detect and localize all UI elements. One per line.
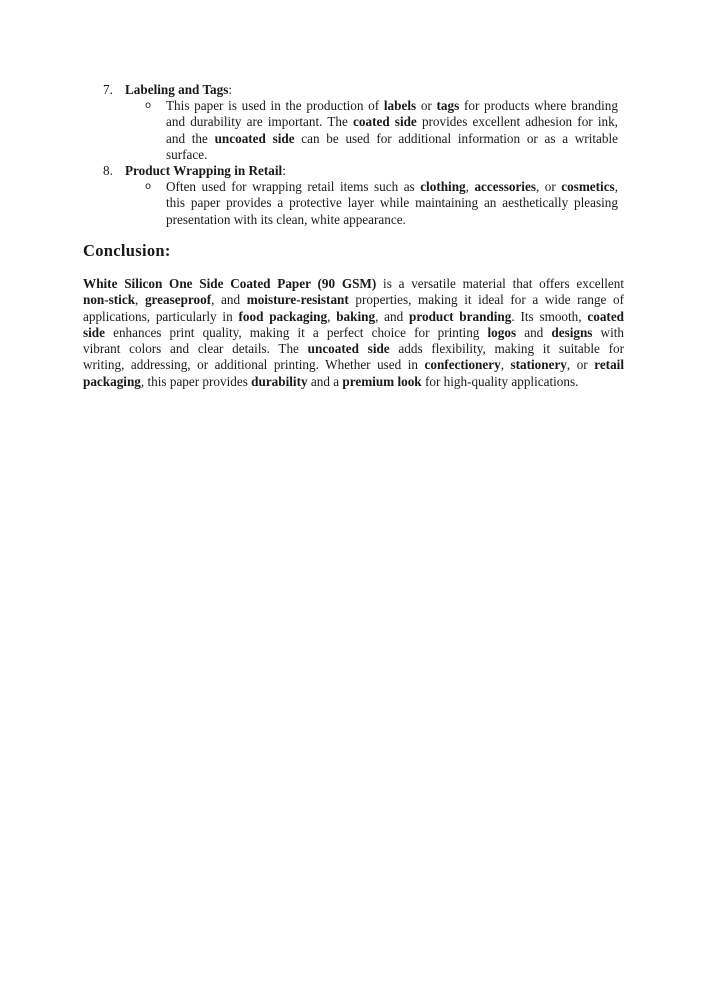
text-line: presentation with its clean, white appearance. [166,211,406,227]
bold-term: accessories [474,179,536,195]
conclusion-paragraph [83,276,624,390]
text-line: surface. [166,146,208,162]
bold-term: food packaging [238,308,328,324]
bold-term: logos [487,324,517,340]
bold-term: uncoated side [214,130,295,146]
bold-term: confectionery [424,357,501,373]
bullet-marker: o [145,181,152,193]
list-item-heading [0,82,706,98]
text-line: this paper provides a protective layer while maintaining an aesthetically pleasing [166,195,618,211]
bold-term: cosmetics [561,179,615,195]
text-line: side enhances print quality, making it a perfect choice for printing logos and designs with [83,324,625,340]
text-line: vibrant colors and clear details. The uncoated side adds flexibility, making it suitable for [83,341,624,357]
list-item-title-suffix: : [282,163,286,179]
list-item-title: Labeling and Tags [125,82,229,97]
bold-term: uncoated side [307,341,390,357]
bold-term: premium look [342,373,422,389]
bold-term: coated side [353,114,417,130]
bold-term: moisture-resistant [246,292,349,308]
bold-term: non-stick [83,292,136,308]
sub-bullet [0,179,706,228]
list-item [0,163,706,228]
bold-term: stationery [510,357,567,373]
bold-term: greaseproof [144,292,212,308]
bold-term: side [83,324,105,340]
bold-term: packaging [83,373,141,389]
bullet-marker: o [145,100,152,111]
sub-bullet-text [166,98,618,163]
bold-term: product branding [409,308,512,324]
text-line: non-stick, greaseproof, and moisture-resistant properties, making it ideal for a wide range of [83,292,624,308]
text-line: applications, particularly in food packaging, baking, and product branding. Its smooth, coated [83,308,625,324]
text-line: White Silicon One Side Coated Paper (90 GSM) is a versatile material that offers excellent [83,276,625,291]
list-item-title: Product Wrapping in Retail [125,163,283,179]
bold-term: clothing [420,179,466,195]
bold-term: labels [383,98,417,113]
text-line: writing, addressing, or additional printing. Whether used in confectionery, stationery, or retail [83,357,624,373]
text-line: and the uncoated side can be used for additional information or as a writable [166,130,618,146]
text-line: This paper is used in the production of labels or tags for products where branding [166,98,618,113]
list-item-number: 8. [103,163,113,179]
section-heading: Conclusion: [83,241,171,260]
list-item [0,82,706,163]
bold-term: retail [594,357,624,373]
text-line: and durability are important. The coated side provides excellent adhesion for ink, [166,114,618,130]
sub-bullet-text [166,179,618,228]
sub-bullet [0,98,706,163]
bold-term: durability [251,373,308,389]
list-item-number: 7. [103,82,113,97]
bold-term: tags [436,98,460,113]
bold-term: coated [587,308,625,324]
numbered-list [0,82,706,228]
list-item-title-suffix: : [228,82,233,97]
bold-term: baking [336,308,376,324]
text-line: Often used for wrapping retail items such as clothing, accessories, or cosmetics, [166,179,618,195]
bold-term: designs [551,324,593,340]
list-item-heading [0,163,706,179]
text-line: packaging, this paper provides durability and a premium look for high-quality applications. [83,373,579,389]
bold-term: White Silicon One Side Coated Paper (90 GSM) [83,276,377,291]
